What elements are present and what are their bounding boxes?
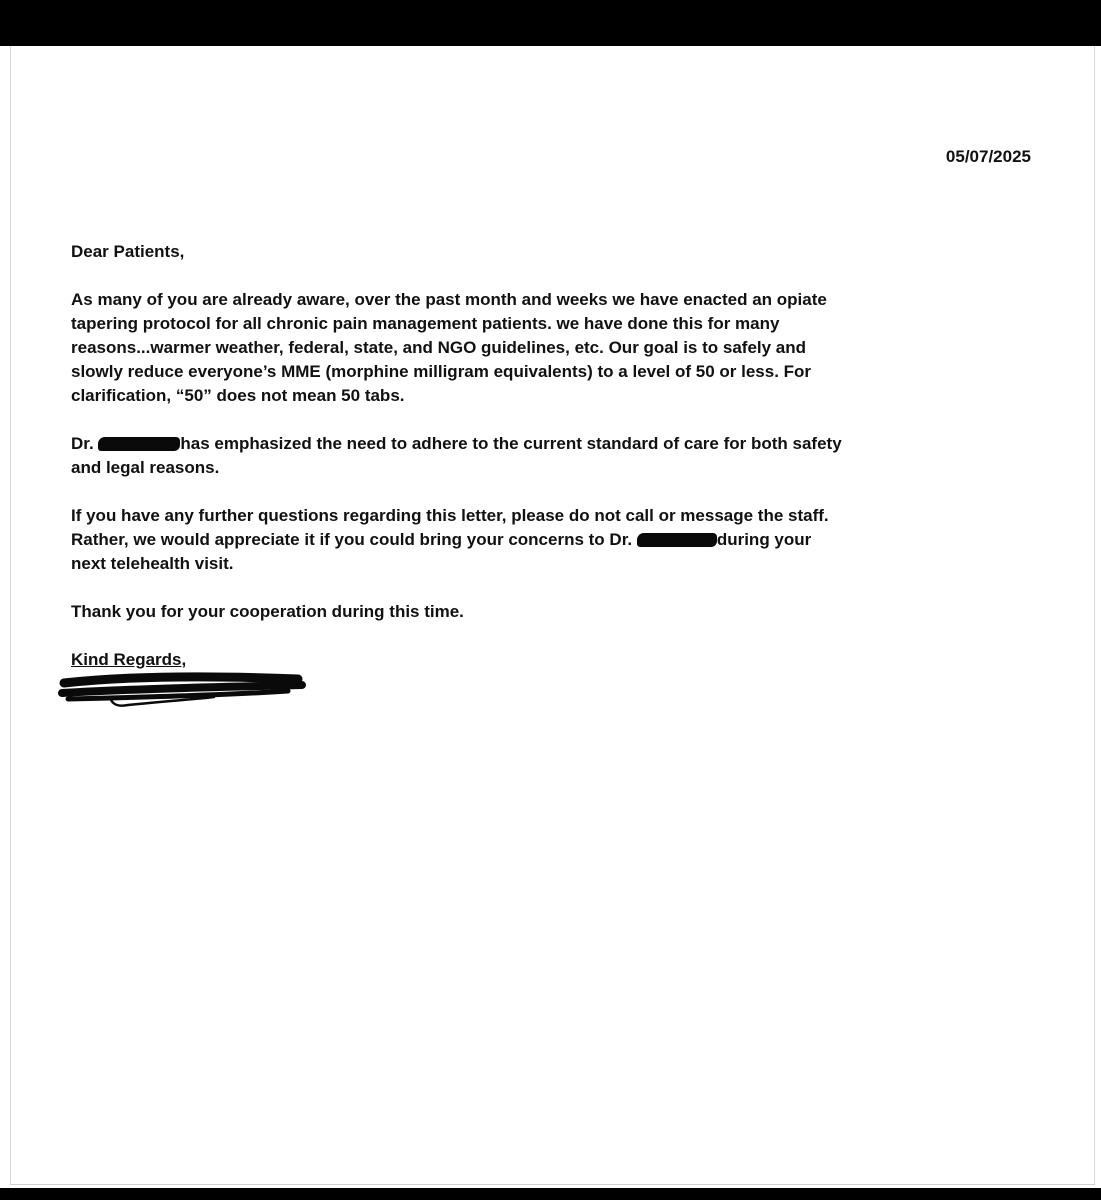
paragraph-standard-of-care — [71, 432, 842, 480]
redacted-doctor-name — [637, 533, 717, 547]
greeting: Dear Patients, — [71, 242, 185, 261]
paragraph-line — [71, 528, 829, 552]
paragraph-line: next telehealth visit. — [71, 554, 234, 573]
paragraph-line: clarification, “50” does not mean 50 tabs. — [71, 386, 405, 405]
closing: Kind Regards, — [71, 650, 187, 669]
paragraph-text: during your — [716, 530, 812, 549]
paragraph-line: As many of you are already aware, over the past month and weeks we have enacted an opiate — [71, 290, 827, 309]
paragraph-text: has emphasized the need to adhere to the current standard of care for both safety — [180, 434, 842, 453]
thank-you-line: Thank you for your cooperation during this time. — [71, 602, 464, 621]
paragraph-opiate-tapering — [71, 288, 827, 408]
paragraph-text: Rather, we would appreciate it if you could bring your concerns to Dr. — [71, 530, 637, 549]
paragraph-line: slowly reduce everyone’s MME (morphine milligram equivalents) to a level of 50 or less. For — [71, 362, 812, 381]
paragraph-line: tapering protocol for all chronic pain management patients. we have done this for many — [71, 314, 780, 333]
paragraph-line: reasons...warmer weather, federal, state, and NGO guidelines, etc. Our goal is to safely and — [71, 338, 807, 357]
paragraph-line: If you have any further questions regarding this letter, please do not call or message the staff. — [71, 506, 829, 525]
redacted-signature — [58, 667, 308, 713]
paragraph-line — [71, 432, 842, 456]
letter-date: 05/07/2025 — [945, 147, 1031, 166]
top-black-bar — [0, 0, 1101, 46]
paragraph-line: and legal reasons. — [71, 458, 220, 477]
redacted-doctor-name — [98, 437, 180, 451]
doctor-prefix: Dr. — [71, 434, 99, 453]
paragraph-questions — [71, 504, 829, 576]
bottom-black-bar — [0, 1188, 1101, 1200]
